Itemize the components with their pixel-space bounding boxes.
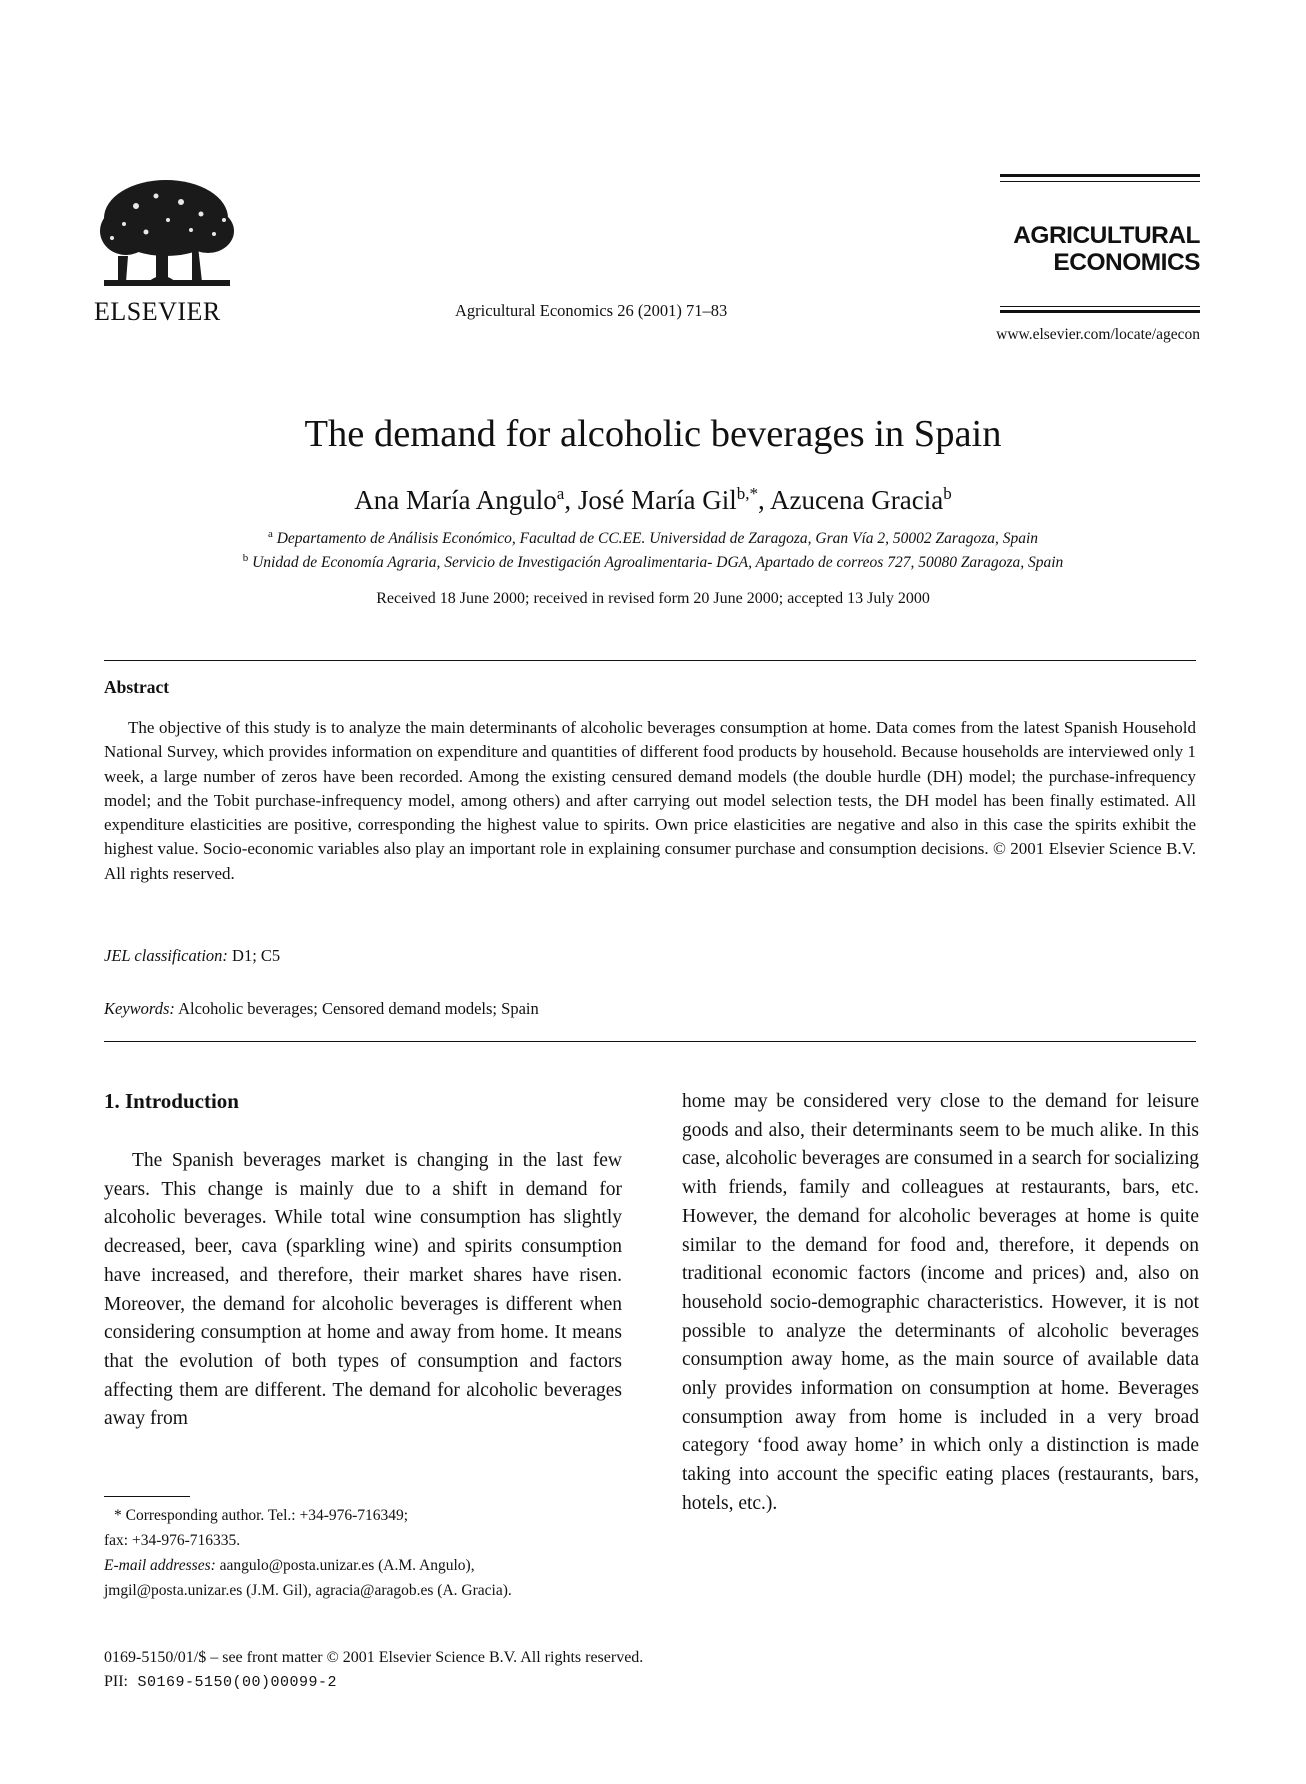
journal-name-line2: ECONOMICS [1053,249,1200,276]
journal-url[interactable]: www.elsevier.com/locate/agecon [996,326,1200,343]
email-label: E-mail addresses: [104,1557,216,1574]
jel-classification [104,946,280,966]
author-separator: , [564,485,578,515]
footnote-rule [104,1496,190,1497]
abstract-body: The objective of this study is to analyze the main determinants of alcoholic beverages consumption at home. Data comes from the latest Spanish Household National Survey, which provides information on expenditure and quantities of different food products by household. Because households are interviewed only 1 week, a large number of zeros have been recorded. Among the existing censured demand models (the double hurdle (DH) model; the purchase-infrequency model; and the Tobit purchase-infrequency model, among others) and after carrying out model selection tests, the DH model has been finally estimated. All expenditure elasticities are positive, corresponding the highest value to spirits. Own price elasticities are negative and also in this case the spirits exhibit the highest value. Socio-economic variables also play an important role in explaining consumer purchase and consumption decisions. © 2001 Elsevier Science B.V. All rights reserved. [104,718,1196,883]
author-name: José María Gil [577,485,737,515]
email-addresses[interactable]: aangulo@posta.unizar.es (A.M. Angulo), [215,1557,475,1574]
abstract-heading: Abstract [104,677,170,697]
author-name: Azucena Gracia [770,485,944,515]
journal-citation: Agricultural Economics 26 (2001) 71–83 [455,301,728,320]
pii-line [104,1670,643,1695]
author-name: Ana María Angulo [354,485,557,515]
pii-label: PII: [104,1673,128,1690]
section-heading-introduction: 1. Introduction [104,1089,239,1113]
body-column-left: The Spanish beverages market is changing in the last few years. This change is mainly due to a shift in demand for alcoholic beverages. While total wine consumption has slightly decreased, beer, cava (sparkling wine) and spirits consumption have increased, and therefore, their market shares have risen. Moreover, the demand for alcoholic beverages is different when considering consumption at home and away from home. It means that the evolution of both types of consumption and factors affecting them are different. The demand for alcoholic beverages away from [104,1150,622,1430]
jel-label: JEL classification: [104,946,228,965]
article-history-dates: Received 18 June 2000; received in revised form 20 June 2000; accepted 13 July 2000 [376,590,930,607]
issn-line: 0169-5150/01/$ – see front matter © 2001 Elsevier Science B.V. All rights reserved. [104,1649,644,1666]
journal-name [940,222,1200,276]
affiliation-text: Departamento de Análisis Económico, Facultad de CC.EE. Universidad de Zaragoza, Gran Vía 2, 50002 Zaragoza, Spain [276,530,1039,548]
elsevier-tree-logo [96,176,238,294]
keywords [104,999,539,1019]
copyright-block [104,1646,643,1695]
pii-value: S0169-5150(00)00099-2 [128,1674,338,1691]
journal-name-line1: AGRICULTURAL [1013,222,1200,249]
author-affiliation-mark: b,* [736,484,759,503]
article-title: The demand for alcoholic beverages in Spain [304,413,1002,455]
footnote-corresponding-author: * Corresponding author. Tel.: +34-976-716349; [114,1507,409,1524]
affiliation-a [0,528,1306,548]
affiliation-b [0,552,1306,572]
abstract-top-rule [104,660,1196,661]
journal-top-rule-2 [1000,181,1200,182]
footnote-email-line-2[interactable]: jmgil@posta.unizar.es (J.M. Gil), agracia@aragob.es (A. Gracia). [104,1582,512,1599]
publisher-name: ELSEVIER [94,297,221,326]
author-list [0,484,1306,516]
affiliation-text: Unidad de Economía Agraria, Servicio de Investigación Agroalimentaria- DGA, Apartado de correos 727, 50080 Zaragoza, Spain [252,554,1064,572]
author-separator: , [758,485,771,515]
keywords-label: Keywords: [104,999,175,1018]
body-column-right: home may be considered very close to the demand for leisure goods and also, their determinants seem to be much alike. In this case, alcoholic beverages are consumed in a search for socializing with friends, family and colleagues at restaurants, bars, etc. However, the demand for alcoholic beverages at home is quite similar to the demand for food and, therefore, it depends on traditional economic factors (income and prices) and, also on household socio-demographic characteristics. However, it is not possible to analyze the determinants of alcoholic beverages consumption away home, as the main source of available data only provides information on consumption at home. Beverages consumption away from home is included in a very broad category ‘food away home’ in which only a distinction is made taking into account the specific eating places (restaurants, bars, hotels, etc.). [682,1091,1199,1514]
keywords-value: Alcoholic beverages; Censored demand models; Spain [174,999,539,1018]
journal-bottom-rule-1 [1000,306,1200,307]
author-affiliation-mark: a [556,484,565,503]
abstract-bottom-rule [104,1041,1196,1042]
journal-bottom-rule-2 [1000,310,1200,313]
author-affiliation-mark: b [943,484,952,503]
footnote-fax: fax: +34-976-716335. [104,1532,241,1549]
jel-value: D1; C5 [227,946,281,965]
footnote-email-line [104,1555,475,1577]
journal-top-rule-1 [1000,174,1200,177]
affiliation-mark: b [242,552,249,564]
affiliation-mark: a [267,528,273,540]
